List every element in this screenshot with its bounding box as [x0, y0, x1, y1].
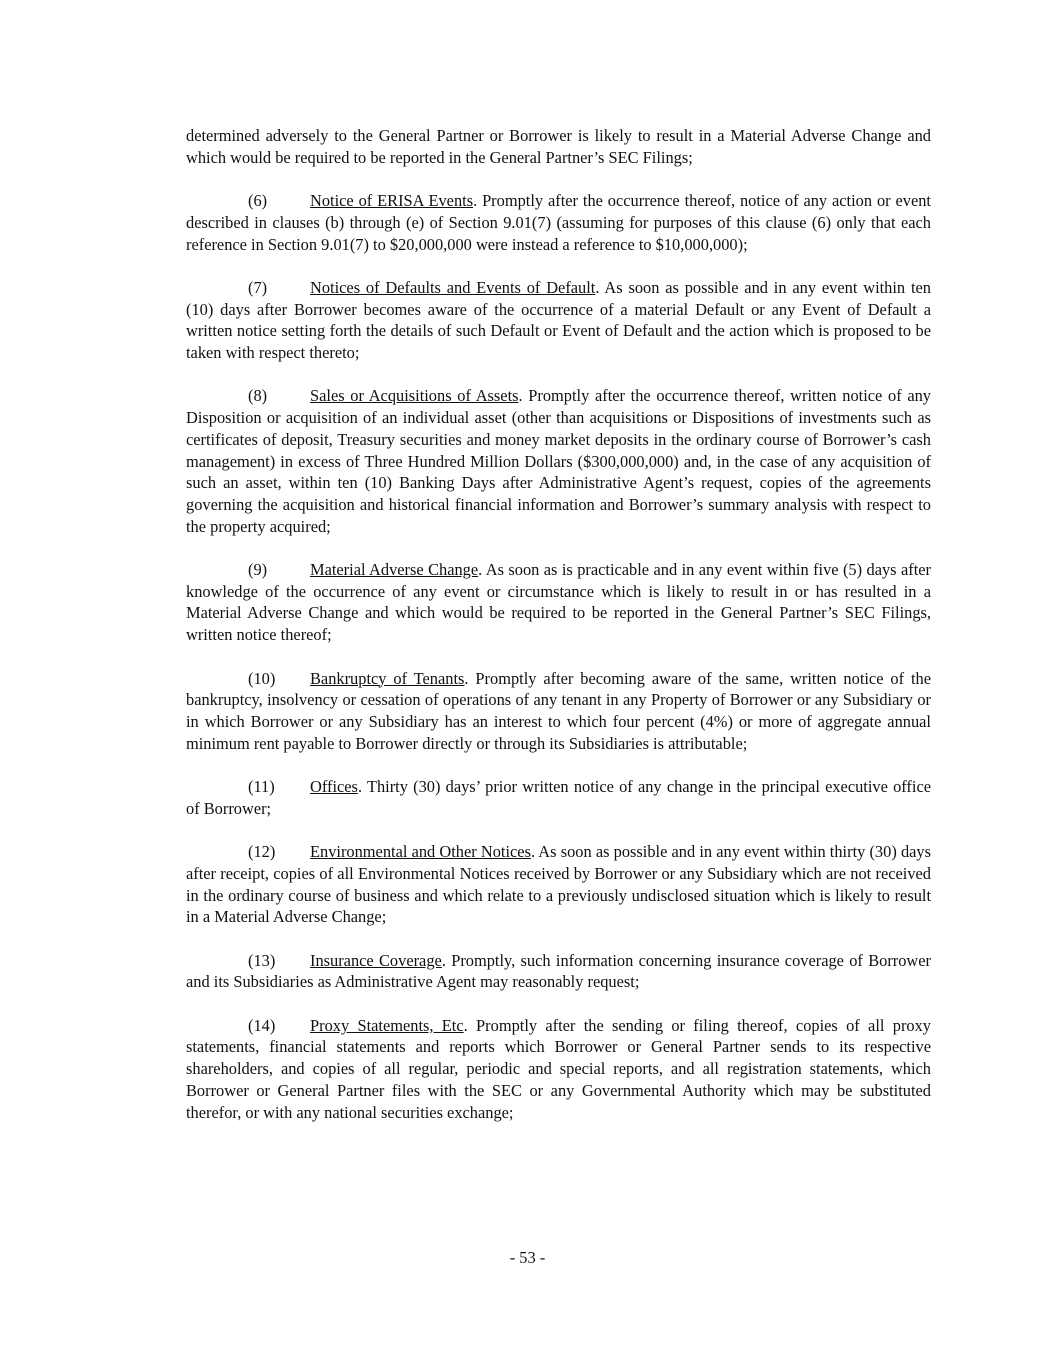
clause-number: (14)	[248, 1015, 276, 1035]
clause-number: (10)	[248, 668, 276, 688]
clause-heading: Notices of Defaults and Events of Default	[310, 277, 596, 297]
clause-10	[186, 668, 931, 755]
clause-9	[186, 559, 931, 646]
clause-text: . As soon as possible and in any event within ten (10) days after Borrower becomes aware of the occurrence of a material Default or any Event of Default a written notice setting forth the details of such Default or Event of Default and the action which is proposed to be taken with respect thereto;	[186, 277, 931, 362]
clause-7	[186, 277, 931, 364]
clause-heading: Bankruptcy of Tenants	[310, 668, 465, 688]
clause-text: . Promptly, such information concerning insurance coverage of Borrower and its Subsidiaries as Administrative Agent may reasonably request;	[186, 950, 932, 992]
clause-heading: Offices	[310, 777, 358, 796]
clause-number: (13)	[248, 950, 276, 970]
clause-text: . Promptly after the sending or filing thereof, copies of all proxy statements, financial statements and reports which Borrower or General Partner sends to its respective shareholders, and copies of all regular, periodic and special reports, and all registration statements, which Borrower or General Partner files with the SEC or any Governmental Authority which may be substituted therefor, or with any national securities exchange;	[186, 1015, 931, 1122]
clause-heading: Insurance Coverage	[310, 950, 442, 970]
document-page	[186, 125, 931, 1145]
clause-heading: Material Adverse Change	[310, 560, 479, 579]
intro-paragraph: determined adversely to the General Partner or Borrower is likely to result in a Material Adverse Change and which would be required to be reported in the General Partner’s SEC Filings;	[186, 126, 931, 167]
clause-number: (6)	[248, 191, 268, 211]
clause-14	[186, 1015, 931, 1124]
clause-13	[186, 950, 931, 993]
clause-number: (12)	[248, 842, 276, 862]
clause-text: . Thirty (30) days’ prior written notice of any change in the principal executive office of Borrower;	[186, 777, 931, 818]
clause-number: (11)	[248, 777, 275, 796]
clause-text: . Promptly after the occurrence thereof, written notice of any Disposition or acquisition of an individual asset (other than acquisitions or Dispositions of investments such as certificates of deposit, Treasury securities and money market deposits in the ordinary course of Borrower’s cash management) in excess of Three Hundred Million Dollars ($300,000,000) and, in the case of any acquisition of such an asset, within ten (10) Banking Days after Administrative Agent’s request, copies of the agreements governing the acquisition and historical financial information and Borrower’s summary analysis with respect to the property acquired;	[186, 386, 931, 536]
clause-heading: Sales or Acquisitions of Assets	[310, 386, 519, 406]
clause-number: (8)	[248, 386, 268, 406]
clause-heading: Notice of ERISA Events	[310, 191, 474, 211]
clause-number: (9)	[248, 560, 268, 579]
clause-text: . As soon as is practicable and in any event within five (5) days after knowledge of the occurrence of any event or circumstance which is likely to result in or has resulted in a Material Adverse Change and which would be required to be reported in the General Partner’s SEC Filings, written notice thereof;	[186, 560, 931, 645]
clause-number: (7)	[248, 277, 268, 297]
clause-text: . As soon as possible and in any event within thirty (30) days after receipt, copies of all Environmental Notices received by Borrower or any Subsidiary which are not received in the ordinary course of business and which relate to a previously undisclosed situation which is likely to result in a Material Adverse Change;	[186, 842, 931, 927]
clause-heading: Proxy Statements, Etc	[310, 1015, 464, 1035]
page-number: - 53 -	[509, 1248, 546, 1267]
clause-11	[186, 776, 931, 819]
clause-12	[186, 841, 931, 928]
clause-6	[186, 190, 931, 255]
clause-heading: Environmental and Other Notices	[310, 842, 531, 862]
clause-8	[186, 385, 931, 537]
clause-text: . Promptly after the occurrence thereof, notice of any action or event described in clauses (b) through (e) of Section 9.01(7) (assuming for purposes of this clause (6) only that each reference in Section 9.01(7) to $20,000,000 were instead a reference to $10,000,000);	[186, 191, 931, 254]
clause-text: . Promptly after becoming aware of the same, written notice of the bankruptcy, insolvency or cessation of operations of any tenant in any Property of Borrower or any Subsidiary or in which Borrower or any Subsidiary has an interest to which four percent (4%) or more of aggregate annual minimum rent payable to Borrower directly or through its Subsidiaries is attributable;	[186, 668, 931, 753]
